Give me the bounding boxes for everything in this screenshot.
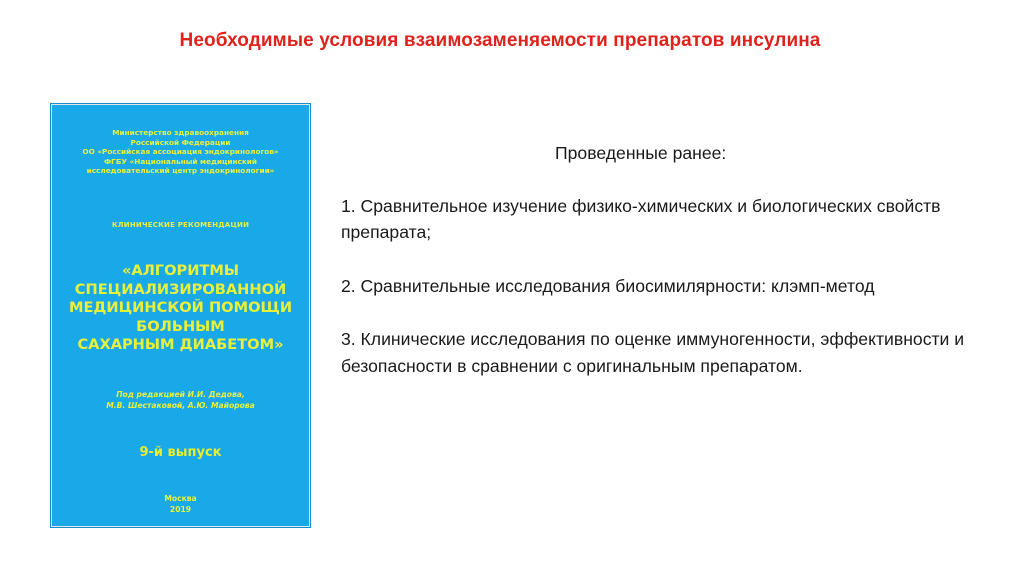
cover-book-title (51, 262, 310, 355)
cover-ministry-line: Министерство здравоохранения (112, 128, 249, 137)
cover-ministry-block (51, 128, 310, 176)
cover-ministry-line: ФГБУ «Национальный медицинский (103, 156, 258, 166)
cover-title-line: БОЛЬНЫМ (136, 317, 225, 335)
cover-title-line: СПЕЦИАЛИЗИРОВАННОЙ (74, 280, 287, 298)
cover-title-line: «АЛГОРИТМЫ (121, 262, 240, 279)
content-text-block (341, 140, 1001, 406)
cover-title-line: МЕДИЦИНСКОЙ ПОМОЩИ (68, 299, 293, 316)
cover-year: 2019 (169, 504, 192, 514)
content-heading: Проведенные ранее: (555, 143, 727, 163)
cover-ministry-line: исследовательский центр эндокринологии» (86, 166, 275, 176)
slide-title: Необходимые условия взаимозаменяемости препаратов инсулина (179, 30, 821, 51)
content-item: 2. Сравнительные исследования биосимилярности: клэмп-метод (341, 275, 875, 296)
cover-ministry-line: ОО «Российская ассоциация эндокринологов» (82, 147, 279, 157)
cover-edition: 9-й выпуск (139, 445, 222, 460)
book-cover-image (50, 103, 311, 528)
content-item: 1. Сравнительное изучение физико-химических и биологических свойств препарата; (341, 195, 941, 242)
cover-city: Москва (164, 494, 197, 503)
cover-imprint (51, 494, 310, 515)
cover-editor-line: М.В. Шестаковой, А.Ю. Майорова (106, 400, 255, 410)
content-item: 3. Клинические исследования по оценке иммуногенности, эффективности и безопасности в сравнении с оригинальным препаратом. (341, 329, 965, 376)
cover-editors (51, 390, 310, 411)
cover-title-line: САХАРНЫМ ДИАБЕТОМ» (77, 336, 284, 353)
cover-editor-line: Под редакцией И.И. Дедова, (116, 390, 245, 399)
cover-ministry-line: Российской Федерации (130, 137, 231, 147)
cover-category: КЛИНИЧЕСКИЕ РЕКОМЕНДАЦИИ (111, 221, 250, 229)
